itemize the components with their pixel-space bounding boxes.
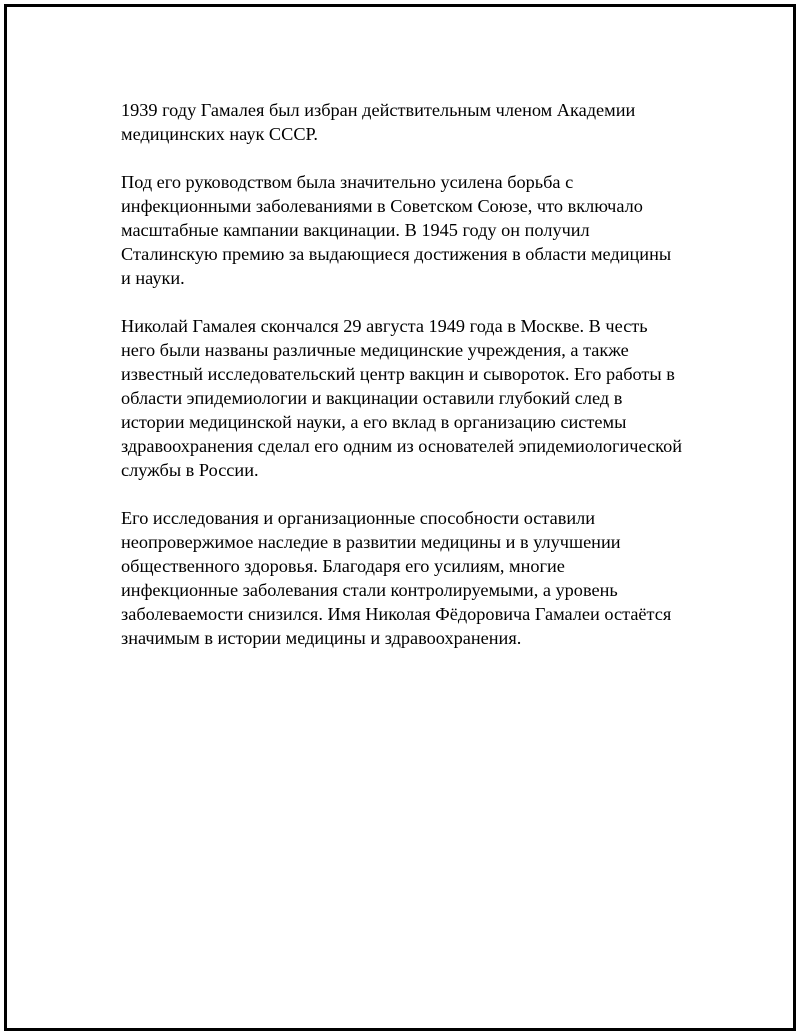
paragraph-academy-election: 1939 году Гамалея был избран действительным членом Академии медицинских наук СССР. bbox=[121, 100, 636, 144]
paragraph-heritage: Его исследования и организационные способности оставили неопровержимое наследие в развитии медицины и в улучшении общественного здоровья. Благодаря его усилиям, многие инфекционные заболевания стали контролируемыми, а уровень заболеваемости снизился. Имя Николая Фёдоровича Гамалеи остаётся значимым в истории медицины и здравоохранения. bbox=[121, 508, 672, 648]
document-page bbox=[4, 4, 796, 1031]
document-body bbox=[121, 98, 711, 674]
paragraph-death-and-legacy: Николай Гамалея скончался 29 августа 1949 года в Москве. В честь него были названы различные медицинские учреждения, а также известный исследовательский центр вакцин и сывороток. Его работы в области эпидемиологии и вакцинации оставили глубокий след в истории медицинской науки, а его вклад в организацию системы здравоохранения сделал его одним из основателей эпидемиологической службы в России. bbox=[121, 316, 683, 480]
paragraph-vaccination-campaigns: Под его руководством была значительно усилена борьба с инфекционными заболеваниями в Советском Союзе, что включало масштабные кампании вакцинации. В 1945 году он получил Сталинскую премию за выдающиеся достижения в области медицины и науки. bbox=[121, 172, 672, 288]
